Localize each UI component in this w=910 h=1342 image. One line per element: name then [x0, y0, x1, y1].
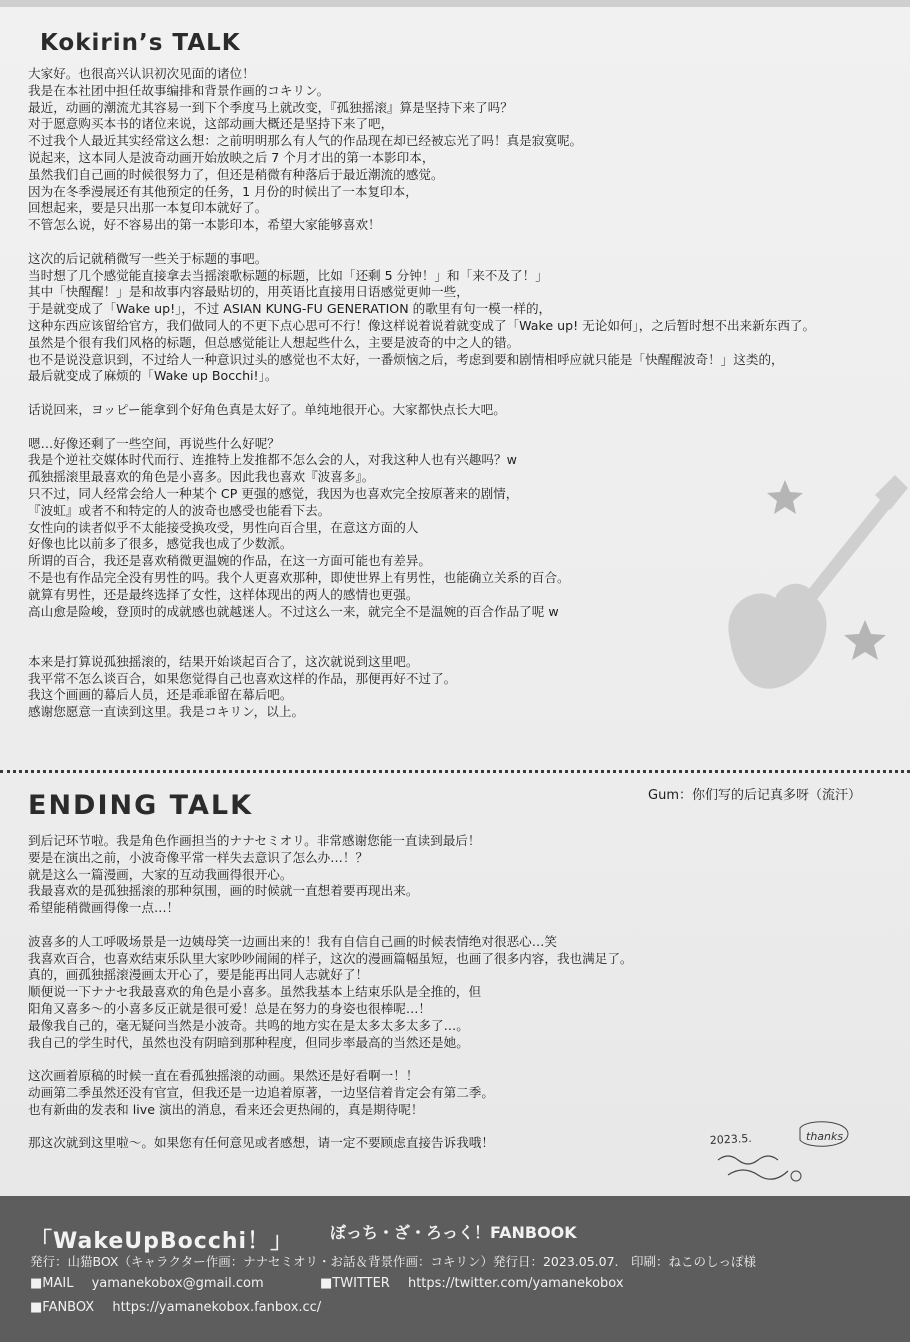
paragraph-line: 阳角又喜多～的小喜多反正就是很可爱！总是在努力的身姿也很棒呢…！	[28, 1000, 431, 1016]
credit-line: 発行：山猫BOX（キャラクター作画：ナナセミオリ・お話＆背景作画：コキリン）発行日：2023.05.07. 印刷：ねこのしっぽ様	[30, 1254, 757, 1269]
page-top-edge	[0, 0, 910, 7]
paragraph-line	[28, 1051, 633, 1068]
book-title: 「WakeUpBocchi！」	[30, 1229, 294, 1254]
paragraph-line: 虽然是个很有我们风格的标题，但总感觉能让人想起些什么，主要是波奇的中之人的错。	[28, 334, 520, 350]
paragraph-line: 也有新曲的发表和 live 演出的消息，看来还会更热闹的，真是期待呢！	[28, 1101, 424, 1117]
paragraph-line	[28, 637, 815, 654]
mail-label: ■MAIL	[30, 1276, 74, 1291]
paragraph-line: 高山愈是险峻，登顶时的成就感也就越迷人。不过这么一来，就完全不是温婉的百合作品了呢 w	[28, 603, 559, 619]
paragraph-line: 感谢您愿意一直读到这里。我是コキリン，以上。	[28, 704, 305, 720]
paragraph-line: 这次的后记就稍微写一些关于标题的事吧。	[28, 250, 268, 266]
paragraph-line: 希望能稍微画得像一点…！	[28, 900, 180, 916]
paragraph-line: 本来是打算说孤独摇滚的，结果开始谈起百合了，这次就说到这里吧。	[28, 653, 419, 669]
fanbox-link[interactable]: https://yamanekobox.fanbox.cc/	[112, 1300, 322, 1315]
paragraph-line: 我最喜欢的是孤独摇滚的那种氛围，画的时候就一直想着要再现出来。	[28, 883, 419, 899]
paragraph-line: 就是这么一篇漫画，大家的互动我画得很开心。	[28, 866, 293, 882]
paragraph-line: 说起来，这本同人是波奇动画开始放映之后 7 个月才出的第一本影印本，	[28, 149, 435, 165]
paragraph-line: 我平常不怎么谈百合，如果您觉得自己也喜欢这样的作品，那便再好不过了。	[28, 670, 457, 686]
paragraph-line: 到后记环节啦。我是角色作画担当的ナナセミオリ。非常感谢您能一直读到最后！	[28, 833, 481, 848]
twitter-label: ■TWITTER	[320, 1276, 390, 1291]
kokirin-talk-heading: Kokirin’s TALK	[40, 30, 241, 56]
paragraph-line	[28, 917, 633, 934]
paragraph-line: 话说回来，ヨッピー能拿到个好角色真是太好了。单纯地很开心。大家都快点长大吧。	[28, 401, 506, 417]
paragraph-line: 我是在本社团中担任故事编排和背景作画的コキリン。	[28, 82, 330, 98]
svg-text:2023.5.: 2023.5.	[709, 1131, 753, 1147]
paragraph-line: 要是在演出之前，小波奇像平常一样失去意识了怎么办…！？	[28, 849, 369, 865]
paragraph-line: 虽然我们自己画的时候很努力了，但还是稍微有种落后于最近潮流的感觉。	[28, 166, 444, 182]
paragraph-line: 这次画着原稿的时候一直在看孤独摇滚的动画。果然还是好看啊一！！	[28, 1068, 419, 1084]
paragraph-line	[28, 1119, 633, 1136]
paragraph-line: 不管怎么说，好不容易出的第一本影印本，希望大家能够喜欢！	[28, 217, 381, 233]
paragraph-line: 于是就变成了「Wake up!」，不过 ASIAN KUNG-FU GENERATION 的歌里有句一模一样的，	[28, 301, 552, 317]
paragraph-line: 我这个画画的幕后人员，还是乖乖留在幕后吧。	[28, 687, 293, 703]
paragraph-line: 所谓的百合，我还是喜欢稍微更温婉的作品，在这一方面可能也有差异。	[28, 553, 431, 569]
paragraph-line: 女性向的读者似乎不太能接受换攻受，男性向百合里，在意这方面的人	[28, 519, 419, 535]
paragraph-line: 我自己的学生时代，虽然也没有阴暗到那种程度，但同步率最高的当然还是她。	[28, 1034, 469, 1050]
paragraph-line: 最像我自己的，毫无疑问当然是小波奇。共鸣的地方实在是太多太多太多了…。	[28, 1017, 469, 1033]
paragraph-line: 这种东西应该留给官方，我们做同人的不更下点心思可不行！像这样说着说着就变成了「Wake up! 无论如何」，之后暂时想不出来新东西了。	[28, 317, 816, 333]
paragraph-line	[28, 234, 815, 251]
colophon-footer	[0, 1196, 910, 1342]
paragraph-line: 当时想了几个感觉能直接拿去当摇滚歌标题的标题，比如「还剩 5 分钟！」和「来不及了！」	[28, 267, 548, 283]
paragraph-line: 最近，动画的潮流尤其容易一到下个季度马上就改变，『孤独摇滚』算是坚持下来了吗？	[28, 99, 513, 115]
paragraph-line: 不是也有作品完全没有男性的吗。我个人更喜欢那种，即使世界上有男性，也能确立关系的百合。	[28, 569, 570, 585]
paragraph-line: 真的，画孤独摇滚漫画太开心了，要是能再出同人志就好了！	[28, 967, 369, 983]
section-divider	[0, 770, 910, 773]
paragraph-line: 最后就变成了麻烦的「Wake up Bocchi!」。	[28, 368, 278, 384]
handwritten-signature	[708, 1120, 858, 1192]
fanbox-row	[30, 1300, 321, 1315]
paragraph-line: 好像也比以前多了很多，感觉我也成了少数派。	[28, 536, 293, 552]
paragraph-line: 回想起来，要是只出那一本复印本就好了。	[28, 200, 268, 216]
star-2	[844, 620, 886, 660]
fanbox-label: ■FANBOX	[30, 1300, 95, 1315]
paragraph-line: 因为在冬季漫展还有其他预定的任务，1 月份的时候出了一本复印本，	[28, 183, 418, 199]
paragraph-line: 嗯…好像还剩了一些空间，再说些什么好呢？	[28, 435, 280, 451]
twitter-link[interactable]: https://twitter.com/yamanekobox	[407, 1276, 624, 1291]
paragraph-line: 那这次就到这里啦～。如果您有任何意见或者感想，请一定不要顾虑直接告诉我哦！	[28, 1135, 494, 1151]
mail-row	[30, 1276, 264, 1291]
ending-talk-heading: ENDING TALK	[28, 790, 254, 821]
paragraph-line: 对于愿意购买本书的诸位来说，这部动画大概还是坚持下来了吧，	[28, 116, 394, 132]
paragraph-line	[28, 419, 815, 436]
paragraph-line: 就算有男性，还是最终选择了女性，这样体现出的两人的感情也更强。	[28, 586, 419, 602]
twitter-row	[320, 1276, 624, 1291]
book-subtitle: ぼっち・ざ・ろっく！FANBOOK	[330, 1223, 577, 1242]
paragraph-line: 其中「快醒醒！」是和故事内容最贴切的，用英语比直接用日语感觉更帅一些，	[28, 284, 469, 300]
paragraph-line: 波喜多的人工呼吸场景是一边姨母笑一边画出来的！我有自信自己画的时候表情绝对很恶心…笑	[28, 933, 557, 949]
ending-talk-body	[28, 833, 633, 1152]
paragraph-line: 我是个逆社交媒体时代而行、连推特上发推都不怎么会的人，对我这种人也有兴趣吗？w	[28, 452, 517, 468]
paragraph-line: 只不过，同人经常会给人一种某个 CP 更强的感觉，我因为也喜欢完全按原著来的剧情，	[28, 485, 519, 501]
paragraph-line: 也不是说没意识到，不过给人一种意识过头的感觉也不太好，一番烦恼之后，考虑到要和剧情相呼应就只能是「快醒醒波奇！」这类的，	[28, 351, 784, 367]
svg-text:thanks: thanks	[806, 1130, 844, 1143]
kokirin-talk-body	[28, 66, 815, 721]
paragraph-line: 孤独摇滚里最喜欢的角色是小喜多。因此我也喜欢『波喜多』。	[28, 469, 375, 485]
paragraph-line	[28, 620, 815, 637]
paragraph-line: 我喜欢百合，也喜欢结束乐队里大家吵吵闹闹的样子，这次的漫画篇幅虽短，也画了很多内容，我也满足了。	[28, 950, 633, 966]
paragraph-line	[28, 385, 815, 402]
gum-note: Gum：你们写的后记真多呀（流汗）	[648, 788, 861, 803]
paragraph-line: 大家好。也很高兴认识初次见面的诸位！	[28, 66, 255, 81]
mail-link[interactable]: yamanekobox@gmail.com	[91, 1276, 264, 1291]
paragraph-line: 动画第二季虽然还没有官宣，但我还是一边追着原著，一边坚信着肯定会有第二季。	[28, 1084, 494, 1100]
paragraph-line: 顺便说一下ナナセ我最喜欢的角色是小喜多。虽然我基本上结束乐队是全推的，但	[28, 984, 482, 1000]
paragraph-line: 『波虹』或者不和特定的人的波奇也感受也能看下去。	[28, 502, 331, 518]
paragraph-line: 不过我个人最近其实经常这么想：之前明明那么有人气的作品现在却已经被忘光了吗！真是寂寞呢。	[28, 133, 583, 149]
